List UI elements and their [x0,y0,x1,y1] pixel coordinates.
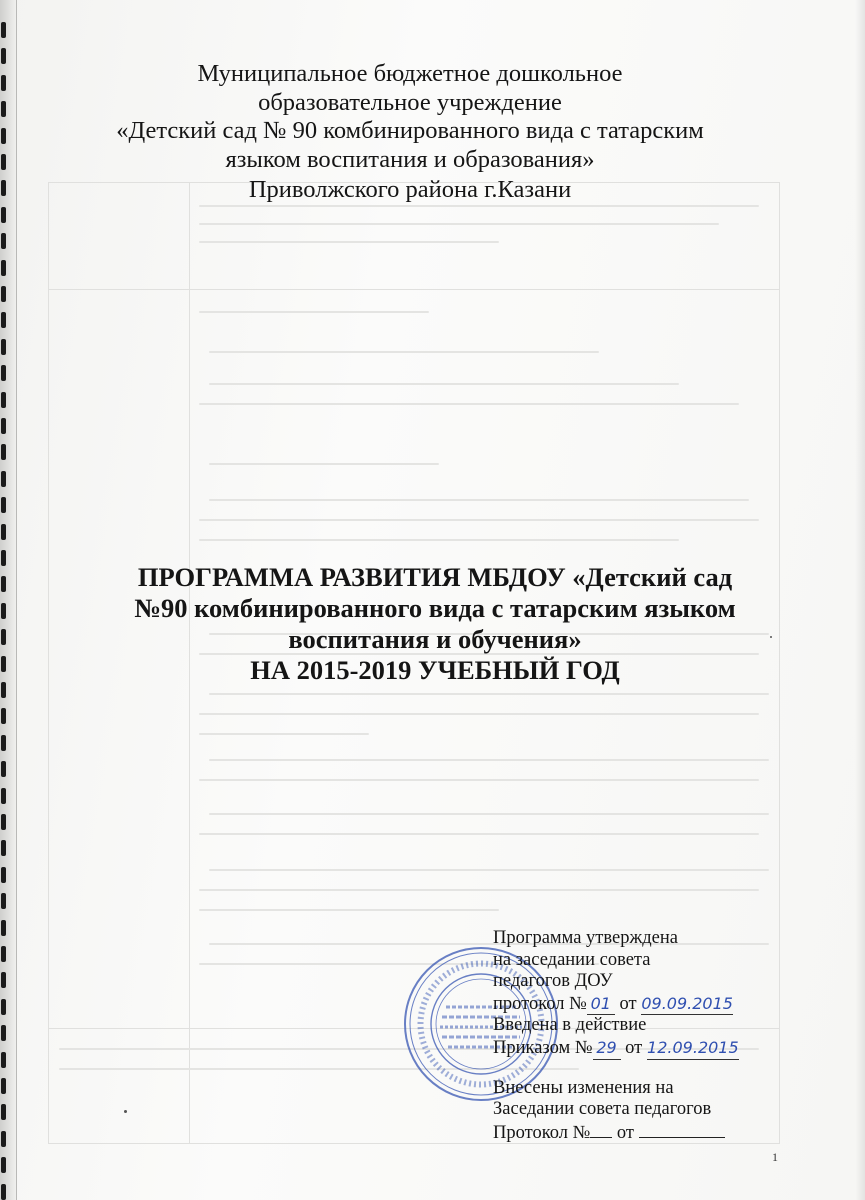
header-line-2: образовательное учреждение [258,88,562,116]
binding-ring [1,418,6,434]
binding-ring [1,128,6,144]
binding-ring [1,154,6,170]
scan-speck [770,636,772,638]
binding-ring [1,286,6,302]
title-line-1: ПРОГРАММА РАЗВИТИЯ МБДОУ «Детский сад [137,562,733,592]
binding-ring [1,867,6,883]
binding-ring [1,920,6,936]
binding-ring [1,1025,6,1041]
binding-ring [1,207,6,223]
spiral-binding [0,0,17,1200]
header-line-5: Приволжского района г.Казани [248,176,572,203]
approved-line-3: педагогов ДОУ [493,971,613,992]
binding-ring [1,365,6,381]
changes-date-label: от [616,1122,634,1143]
protocol-line [493,993,783,1016]
binding-ring [1,1104,6,1120]
binding-ring [1,101,6,117]
binding-ring [1,629,6,645]
title-line-2: №90 комбинированного вида с татарским языком [134,593,736,623]
header-line-4: языком воспитания и образования» [225,145,595,173]
title-line-4: НА 2015-2019 УЧЕБНЫЙ ГОД [250,655,620,685]
binding-ring [1,48,6,64]
binding-ring [1,788,6,804]
header-line-1: Муниципальное бюджетное дошкольное [197,60,623,87]
binding-ring [1,682,6,698]
order-date-label: от [625,1037,643,1058]
changes-protocol-line [493,1121,783,1145]
binding-ring [1,260,6,276]
protocol-label: протокол № [493,993,587,1014]
binding-ring [1,339,6,355]
binding-ring [1,75,6,91]
order-date: 12.09.2015 [647,1037,739,1060]
protocol-date: 09.09.2015 [641,993,733,1016]
page-number: 1 [772,1150,778,1164]
binding-ring [1,392,6,408]
changes-line-2: Заседании совета педагогов [493,1099,712,1120]
protocol-number: 01 [587,993,615,1016]
changes-line-1: Внесены изменения на [493,1077,674,1098]
page-edge-shadow [855,0,865,1200]
binding-ring [1,761,6,777]
binding-ring [1,471,6,487]
binding-ring [1,444,6,460]
order-number: 29 [593,1037,621,1060]
binding-ring [1,946,6,962]
changes-protocol-blank [590,1121,612,1138]
order-label: Приказом № [493,1037,593,1058]
binding-ring [1,312,6,328]
binding-ring [1,999,6,1015]
binding-ring [1,1131,6,1147]
approved-line-2: на заседании совета [493,949,651,970]
program-title [40,562,830,686]
binding-ring [1,735,6,751]
institution-header [40,60,780,205]
binding-ring [1,603,6,619]
scan-speck [124,1110,127,1113]
binding-ring [1,180,6,196]
approved-line-1: Программа утверждена [493,928,678,948]
binding-ring [1,840,6,856]
binding-ring [1,656,6,672]
binding-ring [1,233,6,249]
binding-ring [1,1157,6,1173]
binding-ring [1,708,6,724]
changes-date-blank [639,1121,725,1138]
approval-block [493,928,783,1144]
binding-ring [1,497,6,513]
binding-ring [1,972,6,988]
title-line-3: воспитания и обучения» [288,624,582,654]
binding-ring [1,1078,6,1094]
binding-ring [1,814,6,830]
protocol-date-label: от [619,993,637,1014]
binding-ring [1,22,6,38]
binding-ring [1,524,6,540]
enacted-line: Введена в действие [493,1015,647,1036]
binding-ring [1,576,6,592]
changes-protocol-label: Протокол № [493,1122,591,1143]
binding-ring [1,1052,6,1068]
binding-ring [1,550,6,566]
binding-ring [1,893,6,909]
header-line-3: «Детский сад № 90 комбинированного вида с татарским [116,117,704,144]
order-line [493,1037,783,1060]
binding-ring [1,1184,6,1200]
